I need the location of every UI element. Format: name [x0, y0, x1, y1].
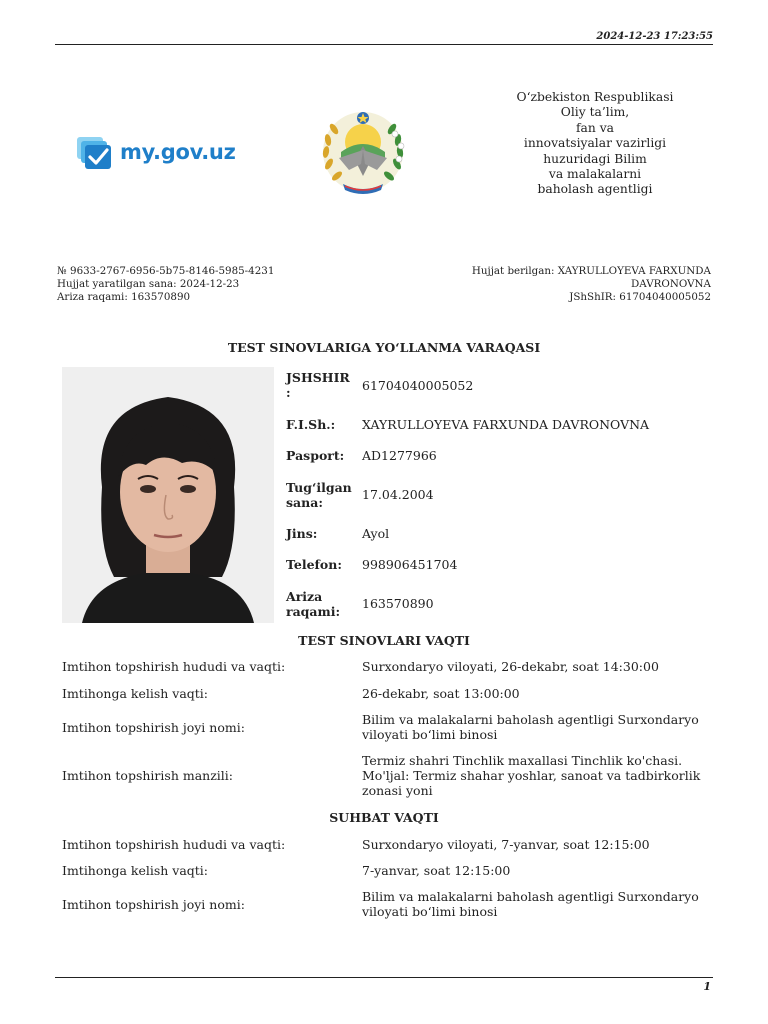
- person-label: :: [286, 385, 291, 400]
- person-value: 17.04.2004: [362, 487, 434, 502]
- person-label: JSHSHIR: [286, 370, 350, 385]
- person-label: Jins:: [286, 526, 318, 541]
- interview-section-title: SUHBAT VAQTI: [329, 810, 439, 825]
- mygov-logo-text: my.gov.uz: [120, 140, 236, 164]
- document-number: № 9633-2767-6956-5b75-8146-5985-4231: [57, 265, 275, 277]
- document-meta-left: [57, 265, 274, 305]
- test-section-title: TEST SINOVLARI VAQTI: [298, 633, 470, 648]
- interview-row-value: Bilim va malakalarni baholash agentligi Surxondaryo: [362, 889, 699, 904]
- interview-row-label: Imtihon topshirish joyi nomi:: [62, 897, 245, 912]
- document-created-date: Hujjat yaratilgan sana: 2024-12-23: [57, 278, 240, 291]
- test-row-value: Surxondaryo viloyati, 26-dekabr, soat 14:30:00: [362, 659, 659, 674]
- person-value: 163570890: [362, 596, 434, 611]
- document-timestamp: 2024-12-23 17:23:55: [596, 31, 713, 42]
- person-value: 998906451704: [362, 557, 458, 572]
- interview-row-label: Imtihonga kelish vaqti:: [62, 863, 209, 878]
- person-label: raqami:: [286, 604, 341, 619]
- mygov-logo: [76, 136, 236, 172]
- agency-line: Oliy ta’lim,: [560, 105, 630, 120]
- person-label: Ariza: [286, 589, 323, 604]
- agency-line: va malakalarni: [548, 167, 642, 182]
- person-label: Pasport:: [286, 448, 345, 463]
- test-row-label: Imtihon topshirish manzili:: [62, 768, 233, 783]
- person-label: Tug‘ilgan: [286, 480, 352, 495]
- person-label: F.I.Sh.:: [286, 417, 336, 432]
- person-label: Telefon:: [286, 557, 342, 572]
- mygov-check-icon: [76, 136, 116, 172]
- agency-name-block: [470, 90, 720, 198]
- header-divider: [55, 44, 713, 45]
- page-number: 1: [703, 980, 711, 993]
- agency-line: huzuridagi Bilim: [543, 151, 647, 166]
- state-emblem-icon: [315, 106, 411, 198]
- interview-row-value: 7-yanvar, soat 12:15:00: [362, 863, 511, 878]
- agency-line: baholash agentligi: [537, 182, 653, 197]
- interview-row-value: Surxondaryo viloyati, 7-yanvar, soat 12:15:00: [362, 837, 650, 852]
- issued-to-jshshir: JShShIR: 61704040005052: [569, 291, 711, 304]
- application-number: Ariza raqami: 163570890: [57, 291, 191, 304]
- person-value: AD1277966: [362, 448, 437, 463]
- person-label: sana:: [286, 495, 323, 510]
- person-value: Ayol: [362, 526, 390, 541]
- issued-to-continued: DAVRONOVNA: [631, 278, 711, 291]
- issued-to: Hujjat berilgan: XAYRULLOYEVA FARXUNDA: [471, 265, 711, 277]
- test-row-label: Imtihon topshirish joyi nomi:: [62, 720, 245, 735]
- test-row-label: Imtihon topshirish hududi va vaqti:: [62, 659, 286, 674]
- document-meta-right: [411, 265, 711, 305]
- interview-row-value: viloyati bo‘limi binosi: [362, 904, 498, 919]
- agency-line: fan va: [576, 120, 614, 135]
- agency-line: O‘zbekiston Respublikasi: [516, 90, 674, 104]
- test-row-label: Imtihonga kelish vaqti:: [62, 686, 209, 701]
- person-value: 61704040005052: [362, 378, 474, 393]
- applicant-photo: [62, 367, 274, 623]
- test-row-value: viloyati bo‘limi binosi: [362, 727, 498, 742]
- person-value: XAYRULLOYEVA FARXUNDA DAVRONOVNA: [362, 417, 650, 432]
- test-row-value: Mo'ljal: Termiz shahar yoshlar, sanoat va tadbirkorlik: [362, 768, 701, 783]
- interview-row-label: Imtihon topshirish hududi va vaqti:: [62, 837, 286, 852]
- test-row-value: zonasi yoni: [362, 783, 433, 798]
- footer-divider: [55, 977, 713, 978]
- test-row-value: Termiz shahri Tinchlik maxallasi Tinchlik ko'chasi.: [362, 753, 683, 768]
- test-row-value: Bilim va malakalarni baholash agentligi Surxondaryo: [362, 712, 699, 727]
- agency-line: innovatsiyalar vazirligi: [523, 136, 667, 151]
- test-row-value: 26-dekabr, soat 13:00:00: [362, 686, 520, 701]
- document-title: TEST SINOVLARIGA YO‘LLANMA VARAQASI: [227, 340, 541, 355]
